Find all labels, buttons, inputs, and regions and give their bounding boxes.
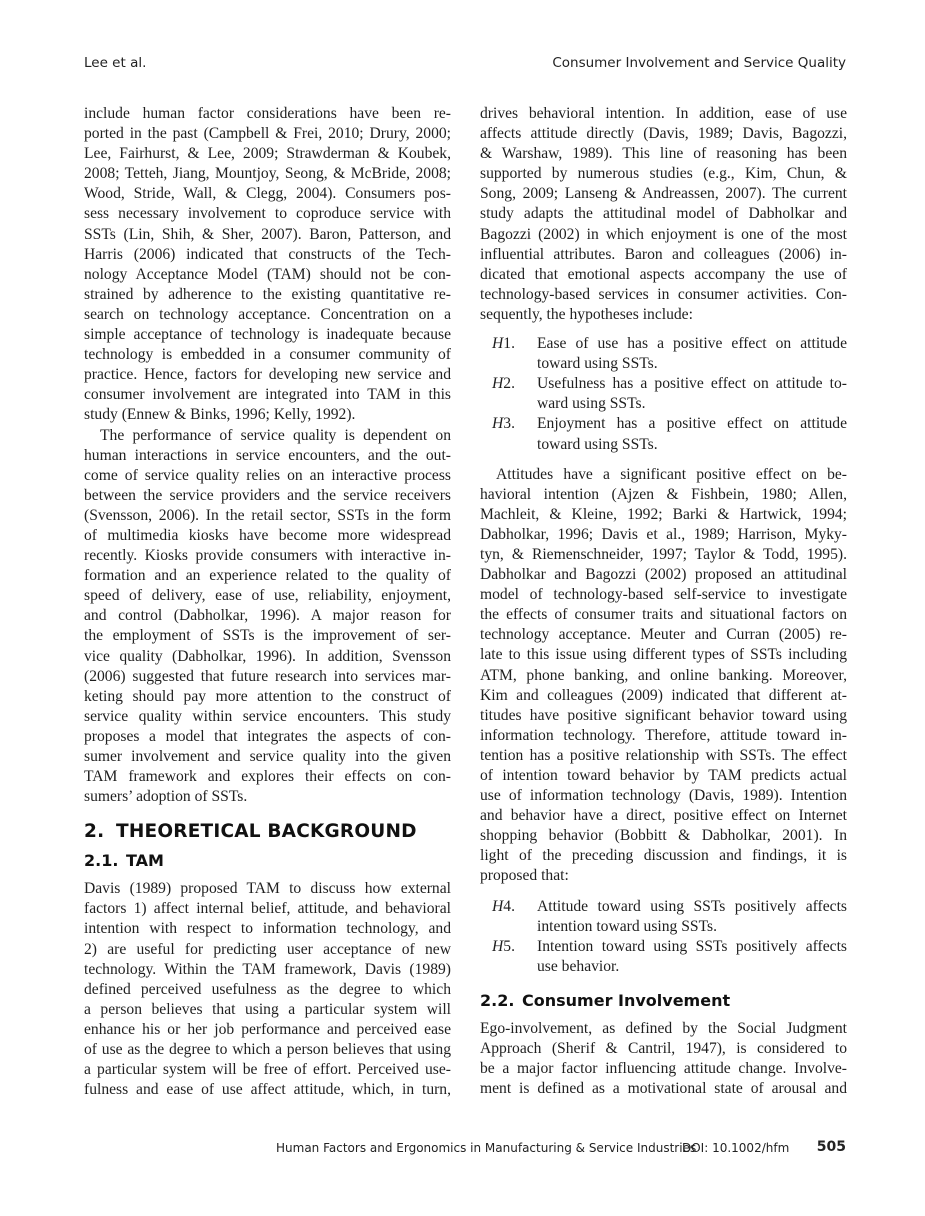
- text-line: ATM, phone banking, and online banking. Moreover,: [480, 666, 847, 684]
- text-line: the effects of consumer traits and situational factors on: [480, 606, 847, 624]
- text-line: Kim and colleagues (2009) indicated that different at-: [480, 686, 847, 704]
- hypothesis-text-line: use behavior.: [537, 957, 620, 975]
- text-line: technology is embedded in a consumer community of: [84, 346, 451, 364]
- text-line: of multimedia kiosks have become more widespread: [84, 526, 451, 544]
- hypothesis-item: [480, 897, 847, 937]
- text-line: Bagozzi (2002) in which enjoyment is one of the most: [480, 225, 847, 243]
- text-line: proposes a model that integrates the aspects of con-: [84, 727, 451, 745]
- hypothesis-list: [480, 334, 847, 455]
- text-line: nology Acceptance Model (TAM) should not be con-: [84, 265, 451, 283]
- text-line: influential attributes. Baron and colleagues (2006) in-: [480, 245, 847, 263]
- text-line: intention with respect to information technology, and: [84, 920, 451, 938]
- text-line: sumers’ adoption of SSTs.: [84, 788, 248, 806]
- text-line: tention has a positive relationship with SSTs. The effect: [480, 746, 847, 764]
- text-line: Approach (Sherif & Cantril, 1947), is considered to: [480, 1040, 847, 1058]
- section-heading: [84, 817, 451, 847]
- text-line: havioral intention (Ajzen & Fishbein, 1980; Allen,: [480, 485, 847, 503]
- text-line: service quality within service encounters. This study: [84, 707, 451, 725]
- hypothesis-label: [492, 897, 515, 917]
- hypothesis-letter: H: [492, 897, 504, 915]
- text-line: supported by numerous studies (e.g., Kim, Chun, &: [480, 165, 847, 183]
- hypothesis-text-line: intention toward using SSTs.: [537, 917, 717, 935]
- text-line: Davis (1989) proposed TAM to discuss how external: [84, 880, 451, 898]
- paragraph: [480, 104, 847, 325]
- right-column: [480, 104, 847, 1099]
- text-line: simple acceptance of technology is inadequate because: [84, 326, 451, 344]
- hypothesis-text-line: toward using SSTs.: [537, 435, 658, 453]
- text-line: Wood, Stride, Wall, & Clegg, 2004). Consumers pos-: [84, 185, 451, 203]
- hypothesis-letter: H: [492, 335, 504, 353]
- section-title: THEORETICAL BACKGROUND: [116, 821, 417, 843]
- text-line: vice quality (Dabholkar, 1996). In addition, Svensson: [84, 647, 451, 665]
- subsection-number: 2.1.: [84, 851, 119, 871]
- text-line: Harris (2006) indicated that constructs of the Tech-: [84, 245, 451, 263]
- text-line: model of technology-based self-service to investigate: [480, 586, 847, 604]
- text-line: TAM framework and explores their effects on con-: [84, 768, 451, 786]
- hypothesis-label: [492, 334, 515, 354]
- hypothesis-number: 5.: [503, 937, 515, 955]
- text-line: factors 1) affect internal belief, attitude, and behavioral: [84, 900, 451, 918]
- text-line: technology acceptance. Meuter and Curran (2005) re-: [480, 626, 847, 644]
- subsection-number: 2.2.: [480, 990, 515, 1010]
- hypothesis-text-line: toward using SSTs.: [537, 355, 658, 373]
- text-line: technology-based services in consumer activities. Con-: [480, 285, 847, 303]
- text-line: titudes have positive significant behavior toward using: [480, 706, 847, 724]
- hypothesis-number: 4.: [503, 897, 515, 915]
- hypothesis-text-line: Enjoyment has a positive effect on attitude: [537, 415, 847, 433]
- hypothesis-number: 2.: [503, 375, 515, 393]
- hypothesis-text-line: Usefulness has a positive effect on attitude to-: [537, 375, 847, 393]
- text-line: 2008; Tetteh, Jiang, Mountjoy, Seong, & McBride, 2008;: [84, 165, 451, 183]
- text-line: practice. Hence, factors for developing new service and: [84, 366, 451, 384]
- text-line: speed of delivery, ease of use, reliability, enjoyment,: [84, 587, 451, 605]
- hypothesis-text-line: Ease of use has a positive effect on attitude: [537, 335, 847, 353]
- text-line: SSTs (Lin, Shih, & Sher, 2007). Baron, Patterson, and: [84, 225, 451, 243]
- text-line: sess necessary involvement to coproduce service with: [84, 205, 451, 223]
- text-line: between the service providers and the service receivers: [84, 486, 451, 504]
- text-line: enhance his or her job performance and perceived ease: [84, 1020, 451, 1038]
- text-line: Lee, Fairhurst, & Lee, 2009; Strawderman & Koubek,: [84, 145, 451, 163]
- subsection-title: TAM: [126, 851, 164, 871]
- running-head-authors: Lee et al.: [84, 55, 147, 71]
- paragraph: [84, 426, 451, 808]
- text-line: of intention toward behavior by TAM predicts actual: [480, 767, 847, 784]
- paragraph: [84, 104, 451, 426]
- text-line: (2006) suggested that future research into services mar-: [84, 667, 451, 685]
- text-line: human interactions in service encounters, and the out-: [84, 446, 451, 464]
- text-line: study (Ennew & Binks, 1996; Kelly, 1992).: [84, 406, 356, 424]
- text-line: a person believes that using a particular system will: [84, 1000, 451, 1018]
- text-line: the employment of SSTs is the improvement of ser-: [84, 627, 451, 645]
- text-line: consumer involvement are integrated into TAM in this: [84, 386, 451, 404]
- text-line: late to this issue using different types of SSTs including: [480, 646, 847, 664]
- hypothesis-list: [480, 897, 847, 977]
- subsection-heading: [84, 847, 451, 875]
- text-line: tyn, & Riemenschneider, 1997; Taylor & Todd, 1995).: [480, 545, 847, 563]
- text-line: proposed that:: [480, 867, 569, 885]
- text-line: include human factor considerations have been re-: [84, 105, 451, 122]
- hypothesis-letter: H: [492, 415, 504, 433]
- hypothesis-text-line: Attitude toward using SSTs positively affects: [537, 897, 847, 915]
- paragraph: [480, 465, 847, 887]
- hypothesis-item: [480, 414, 847, 454]
- text-line: Song, 2009; Lanseng & Andreassen, 2007). The current: [480, 185, 847, 203]
- text-line: Ego-involvement, as defined by the Social Judgment: [480, 1019, 847, 1037]
- text-line: come of service quality relies on an interactive process: [84, 466, 451, 484]
- text-line: The performance of service quality is dependent on: [100, 426, 451, 444]
- subsection-title: Consumer Involvement: [522, 990, 731, 1010]
- text-line: Machleit, & Kleine, 1992; Barki & Hartwick, 1994;: [480, 505, 847, 523]
- footer-journal-name: Human Factors and Ergonomics in Manufacturing & Service Industries: [276, 1141, 697, 1155]
- text-line: of use as the degree to which a person believes that using: [84, 1041, 451, 1059]
- text-line: Dabholkar and Bagozzi (2002) proposed an attitudinal: [480, 566, 847, 584]
- text-line: sequently, the hypotheses include:: [480, 305, 693, 323]
- text-line: and behavior have a direct, positive effect on Internet: [480, 807, 847, 825]
- hypothesis-label: [492, 374, 515, 394]
- text-line: affects attitude directly (Davis, 1989; Davis, Bagozzi,: [480, 125, 847, 143]
- text-line: use of information technology (Davis, 1989). Intention: [480, 787, 847, 805]
- text-line: defined perceived usefulness as the degree to which: [84, 980, 451, 998]
- section-number: 2.: [84, 821, 105, 843]
- text-line: and control (Dabholkar, 1996). A major reason for: [84, 607, 451, 625]
- hypothesis-item: [480, 334, 847, 374]
- text-line: ported in the past (Campbell & Frei, 2010; Drury, 2000;: [84, 125, 451, 143]
- text-line: light of the preceding discussion and findings, it is: [480, 847, 847, 865]
- hypothesis-item: [480, 937, 847, 977]
- text-line: drives behavioral intention. In addition, ease of use: [480, 105, 847, 122]
- hypothesis-item: [480, 374, 847, 414]
- text-line: (Svensson, 2006). In the retail sector, SSTs in the form: [84, 506, 451, 524]
- text-line: information technology. Therefore, attitude toward in-: [480, 726, 847, 744]
- text-line: a particular system will be free of effort. Perceived use-: [84, 1061, 451, 1079]
- text-line: 2) are useful for predicting user acceptance of new: [84, 940, 451, 958]
- text-line: search on technology acceptance. Concentration on a: [84, 305, 451, 323]
- text-line: study adapts the attitudinal model of Dabholkar and: [480, 205, 847, 223]
- text-line: Attitudes have a significant positive effect on be-: [496, 465, 847, 483]
- left-column: [84, 104, 451, 1100]
- hypothesis-text-line: ward using SSTs.: [537, 395, 646, 413]
- hypothesis-number: 1.: [503, 335, 515, 353]
- hypothesis-number: 3.: [503, 415, 515, 433]
- text-line: keting should pay more attention to the construct of: [84, 687, 451, 705]
- text-line: sumer involvement and service quality into the given: [84, 748, 451, 765]
- page-number: 505: [816, 1139, 846, 1155]
- running-head-title: Consumer Involvement and Service Quality: [552, 55, 846, 71]
- text-line: recently. Kiosks provide consumers with interactive in-: [84, 547, 451, 565]
- text-line: technology. Within the TAM framework, Davis (1989): [84, 960, 451, 978]
- hypothesis-letter: H: [492, 375, 504, 393]
- footer-doi: DOI: 10.1002/hfm: [682, 1141, 790, 1155]
- text-line: fulness and ease of use affect attitude, which, in turn,: [84, 1081, 451, 1099]
- subsection-heading: [480, 987, 847, 1015]
- hypothesis-label: [492, 414, 515, 434]
- text-line: be a major factor influencing attitude change. Involve-: [480, 1060, 847, 1078]
- hypothesis-letter: H: [492, 937, 504, 955]
- hypothesis-text-line: Intention toward using SSTs positively affects: [537, 937, 847, 955]
- text-line: strained by adherence to the existing quantitative re-: [84, 285, 451, 303]
- paragraph: [480, 1019, 847, 1099]
- text-line: dicated that emotional aspects accompany the use of: [480, 265, 847, 283]
- hypothesis-label: [492, 937, 515, 957]
- paragraph: [84, 879, 451, 1100]
- text-line: formation and an experience related to the quality of: [84, 567, 451, 585]
- text-line: shopping behavior (Bobbitt & Dabholkar, 2001). In: [480, 827, 847, 845]
- text-line: Dabholkar, 1996; Davis et al., 1989; Harrison, Myky-: [480, 525, 847, 543]
- text-line: ment is defined as a motivational state of arousal and: [480, 1080, 847, 1098]
- text-line: & Warshaw, 1989). This line of reasoning has been: [480, 145, 847, 163]
